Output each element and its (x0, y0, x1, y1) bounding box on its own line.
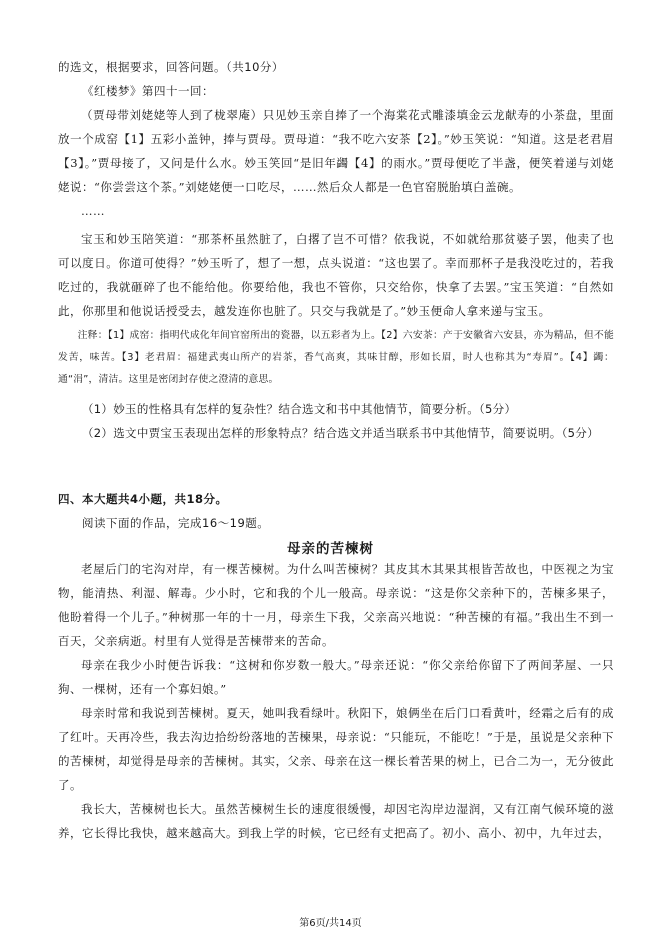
story-paragraph-2: 母亲在我少小时便告诉我：“这树和你岁数一般大。”母亲还说：“你父亲给你留下了两间茅屋、一只狗、一棵树，还有一个寡妇娘。” (58, 658, 614, 696)
source-title: 《红楼梦》第四十一回： (82, 84, 214, 98)
story-title: 母亲的苦楝树 (287, 541, 374, 557)
question-2: （2）选文中贾宝玉表现出怎样的形象特点？结合选文并适当联系书中其他情节，简要说明。（5分） (82, 426, 599, 440)
story-paragraph-4: 我长大，苦楝树也长大。虽然苦楝树生长的速度很缓慢，却因宅沟岸边湿润，又有江南气候环境的滋养，它长得比我快，越来越高大。到我上学的时候，它已经有丈把高了。初小、高小、初中，九年过去， (58, 802, 614, 840)
section-heading: 四、本大题共4小题，共18分。 (58, 492, 228, 506)
story-paragraph-3: 母亲时常和我说到苦楝树。夏天，她叫我看绿叶。秋阳下，娘俩坐在后门口看黄叶，经霜之后有的成了红叶。天再冷些，我去沟边拾纷纷落地的苦楝果，母亲说：“只能玩，不能吃！”于是，虽说是父亲种下的苦楝树，却觉得是母亲的苦楝树。其实，父亲、母亲在这一棵长着苦果的树上，已合二为一，无分彼此了。 (58, 706, 614, 792)
passage-ellipsis: …… (81, 204, 105, 218)
passage-paragraph-1: （贾母带刘姥姥等人到了栊翠庵）只见妙玉亲自捧了一个海棠花式雕漆填金云龙献寿的小茶盘，里面放一个成窑【1】五彩小盖钟，捧与贾母。贾母道：“我不吃六安茶【2】。”妙玉笑说：“知道。这是老君眉【3】。”贾母接了，又问是什么水。妙玉笑回“是旧年蠲【4】的雨水。”贾母便吃了半盏，便笑着递与刘姥姥说：“你尝尝这个茶。”刘姥姥便一口吃尽，……然后众人都是一色官窑脱胎填白盖碗。 (58, 108, 614, 194)
passage-paragraph-2: 宝玉和妙玉陪笑道：“那茶杯虽然脏了，白撂了岂不可惜？依我说，不如就给那贫婆子罢，他卖了也可以度日。你道可使得？”妙玉听了，想了一想，点头说道：“这也罢了。幸而那杯子是我没吃过的，若我吃过的，我就砸碎了也不能给他。你要给他，我也不管你，只交给你，快拿了去罢。”宝玉笑道：“自然如此，你那里和他说话授受去，越发连你也脏了。只交与我就是了。”妙玉便命人拿来递与宝玉。 (58, 232, 614, 318)
notes-text: 注释：【1】成窑：指明代成化年间官窑所出的瓷器，以五彩者为上。【2】六安茶：产于安徽省六安县，亦为精品，但不能发苦，味苦。【3】老君眉：福建武夷山所产的岩茶，香气高爽，其味甘醇，形如长眉，时人也称其为“寿眉”。【4】蠲：通“涓”，清洁。这里是密闭封存使之澄清的意思。 (58, 330, 614, 385)
page-footer: 第6页/共14页 (299, 918, 362, 929)
annotation-notes (58, 325, 614, 391)
question-1: （1）妙玉的性格具有怎样的复杂性？结合选文和书中其他情节，简要分析。（5分） (82, 402, 517, 416)
section-instruction: 阅读下面的作品，完成16～19题。 (82, 516, 270, 530)
story-paragraph-1: 老屋后门的宅沟对岸，有一棵苦楝树。为什么叫苦楝树？其皮其木其果其根皆苦故也，中医视之为宝物，能清热、利湿、解毒。少小时，它和我的个儿一般高。母亲说：“这是你父亲种下的，苦楝多果子，他盼着得一个儿子。”种树那一年的十一月，母亲生下我，父亲高兴地说：“种苦楝的有福。”我出生不到一百天，父亲病逝。村里有人觉得是苦楝带来的苦命。 (58, 562, 614, 648)
passage (58, 103, 614, 323)
intro-line: 的选文，根据要求，回答问题。（共10分） (58, 60, 284, 74)
story-body (58, 557, 614, 845)
